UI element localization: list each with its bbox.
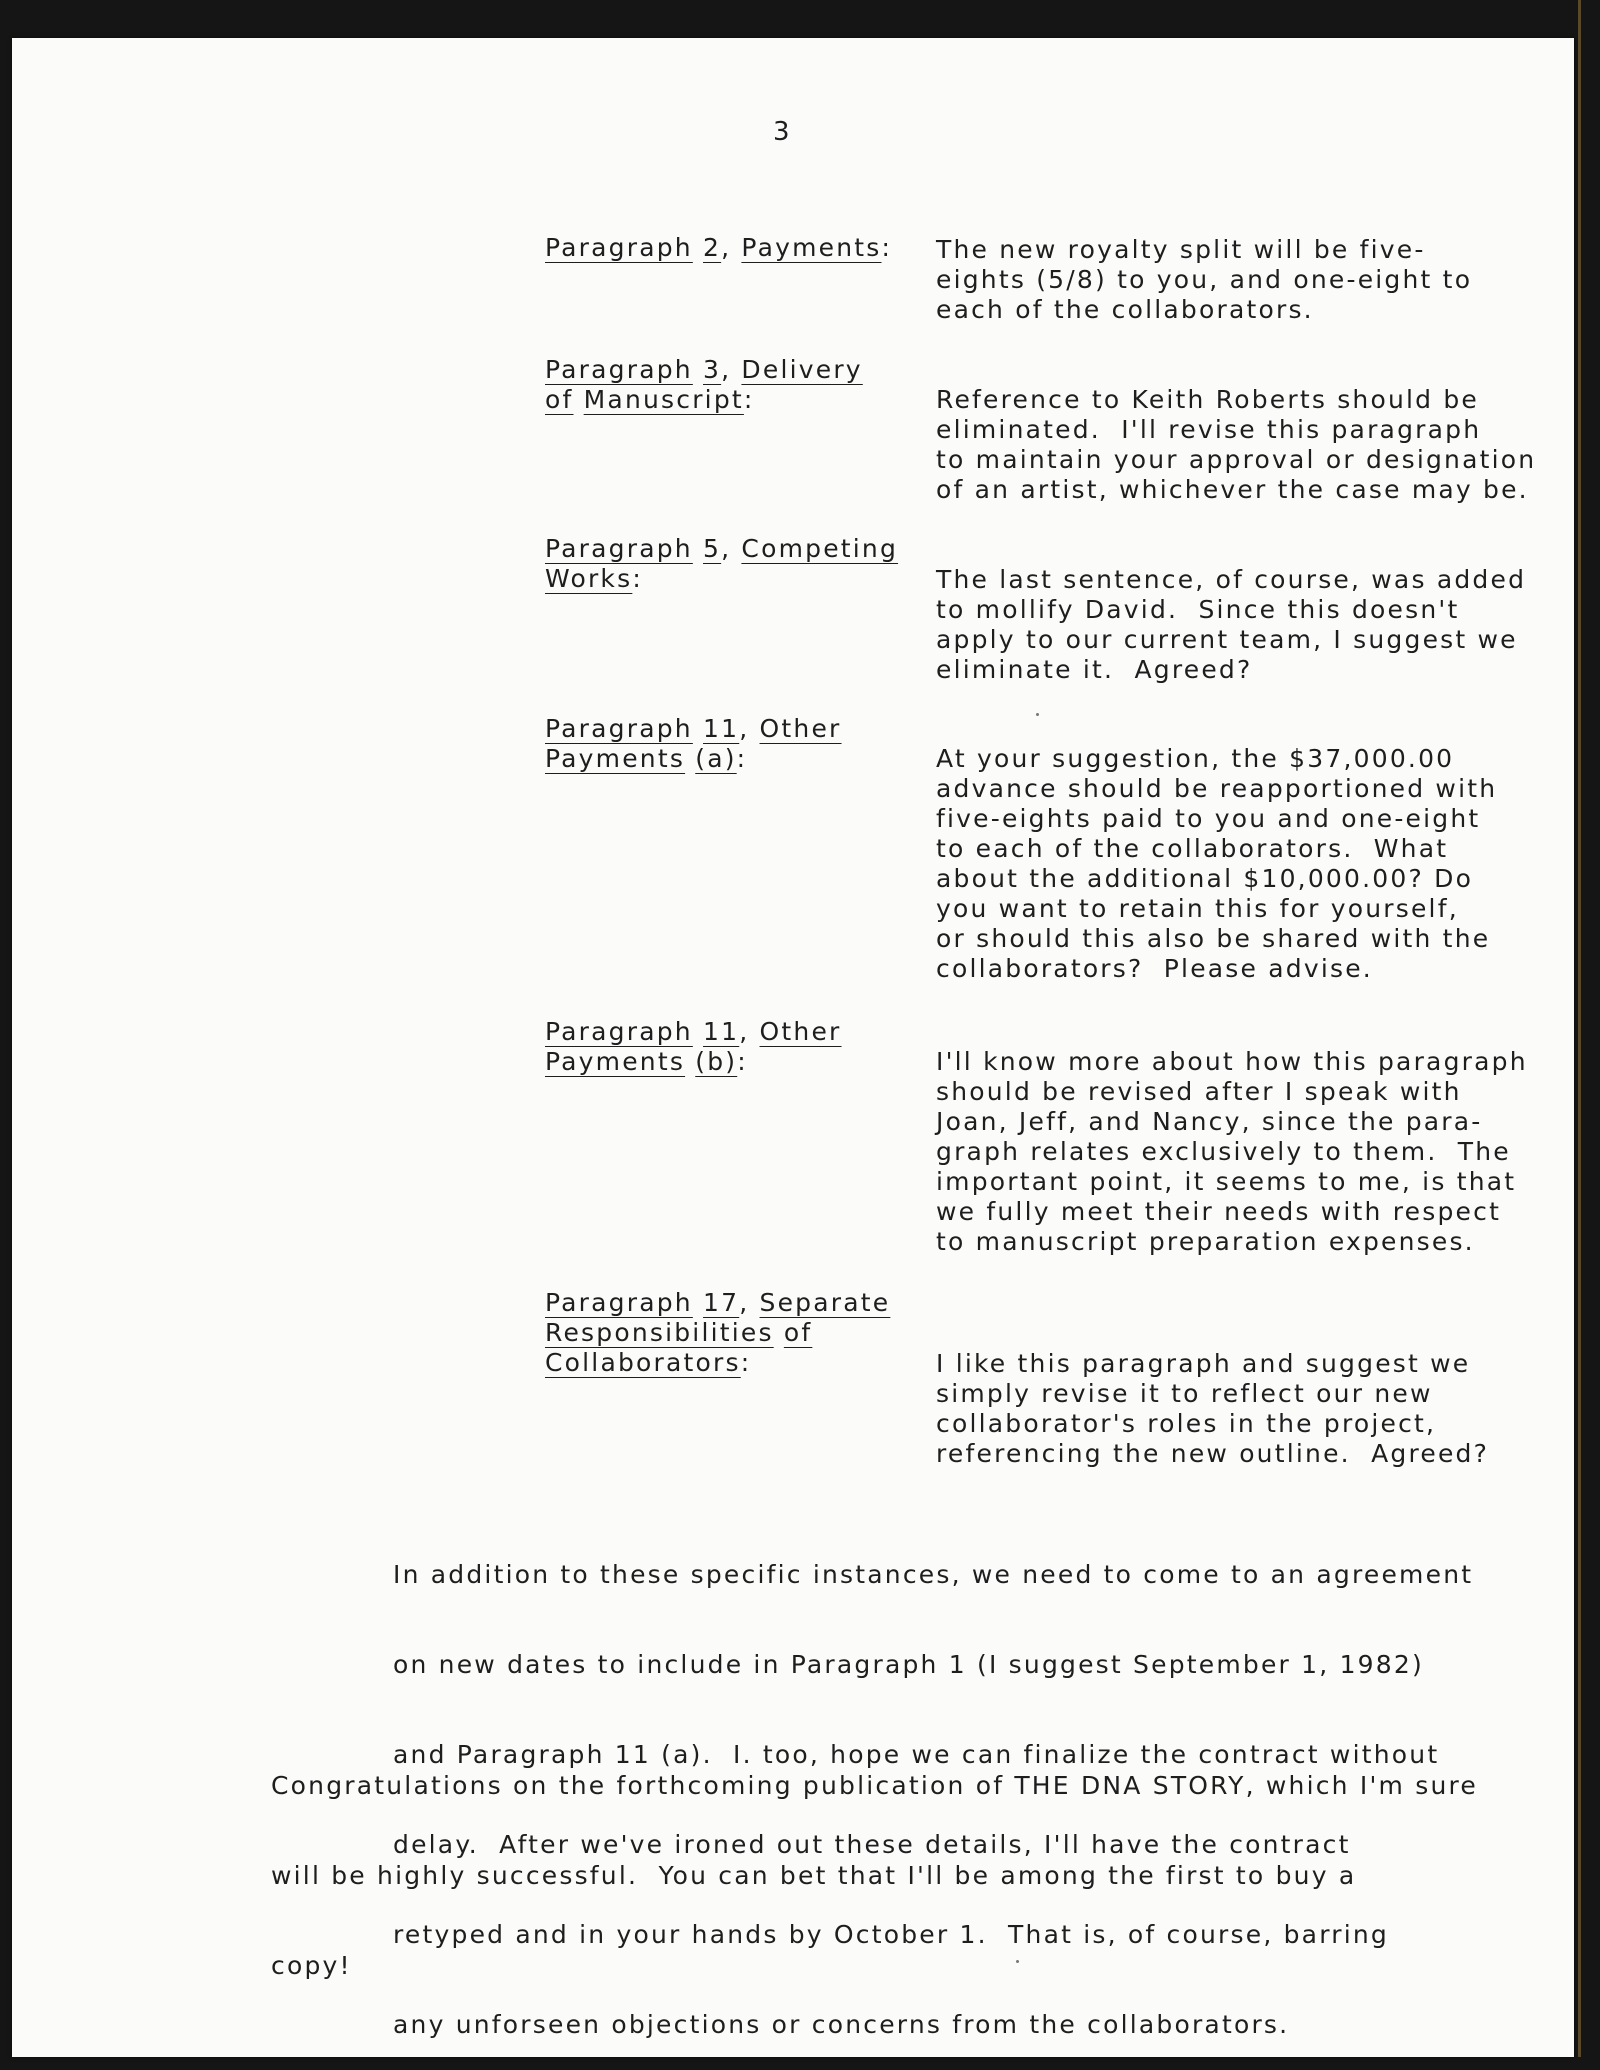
- underlined-term: of: [783, 1318, 813, 1347]
- section-text-line: The new royalty split will be five-: [936, 235, 1426, 264]
- section-text-line: collaborators? Please advise.: [936, 954, 1373, 983]
- label-punctuation: ,: [721, 233, 742, 262]
- section-label-line: [545, 1318, 890, 1348]
- label-punctuation: ,: [721, 355, 742, 384]
- section-text-line: about the additional $10,000.00? Do: [936, 864, 1474, 893]
- underlined-term: 2: [703, 233, 722, 262]
- section-text-line: advance should be reapportioned with: [936, 774, 1498, 803]
- label-punctuation: ,: [739, 714, 760, 743]
- section-label-line: [545, 1017, 842, 1047]
- section-text-line: referencing the new outline. Agreed?: [936, 1439, 1490, 1468]
- underlined-term: Payments: [741, 233, 882, 262]
- section-text-line: to mollify David. Since this doesn't: [936, 595, 1460, 624]
- label-punctuation: [685, 1047, 695, 1076]
- underlined-term: Payments: [545, 744, 686, 773]
- label-punctuation: [693, 714, 703, 743]
- section-text-line: of an artist, whichever the case may be.: [936, 475, 1529, 504]
- underlined-term: Separate: [759, 1288, 891, 1317]
- section-text: [936, 744, 1497, 984]
- closing-line-6: any unforseen objections or concerns from the collaborators.: [393, 2010, 1290, 2039]
- underlined-term: 11: [703, 714, 740, 743]
- section-text-line: apply to our current team, I suggest we: [936, 625, 1518, 654]
- underlined-term: 3: [703, 355, 722, 384]
- section-text-line: The last sentence, of course, was added: [936, 565, 1527, 594]
- final-paragraph: [271, 1711, 1478, 2011]
- paper-speck: [1036, 713, 1039, 716]
- label-punctuation: ,: [739, 1017, 760, 1046]
- underlined-term: (a): [695, 744, 737, 773]
- closing-line-5: retyped and in your hands by October 1. That is, of course, barring: [393, 1920, 1389, 1949]
- page-edge: [1578, 0, 1581, 2057]
- underlined-term: Paragraph: [545, 1017, 693, 1046]
- section-label: [545, 355, 863, 415]
- section-label: [545, 1017, 842, 1077]
- section-text-line: to manuscript preparation expenses.: [936, 1227, 1475, 1256]
- final-line-2: will be highly successful. You can bet that I'll be among the first to buy a: [271, 1861, 1357, 1890]
- section-text-line: At your suggestion, the $37,000.00: [936, 744, 1455, 773]
- label-punctuation: [693, 355, 703, 384]
- section-text-line: eliminated. I'll revise this paragraph: [936, 415, 1482, 444]
- label-punctuation: :: [736, 744, 748, 773]
- section-text-line: five-eights paid to you and one-eight: [936, 804, 1481, 833]
- section-text-line: or should this also be shared with the: [936, 924, 1491, 953]
- underlined-term: Paragraph: [545, 714, 693, 743]
- section-label-line: [545, 1288, 890, 1318]
- section-label: [545, 1288, 890, 1378]
- underlined-term: Collaborators: [545, 1348, 741, 1377]
- section-label: [545, 534, 898, 594]
- section-text-line: I'll know more about how this paragraph: [936, 1047, 1528, 1076]
- underlined-term: Paragraph: [545, 233, 693, 262]
- section-text-line: to maintain your approval or designation: [936, 445, 1537, 474]
- label-punctuation: [693, 534, 703, 563]
- label-punctuation: :: [632, 564, 643, 593]
- underlined-term: Responsibilities: [545, 1318, 774, 1347]
- label-punctuation: [693, 1017, 703, 1046]
- section-text: [936, 565, 1526, 685]
- label-punctuation: [685, 744, 695, 773]
- section-text-line: I like this paragraph and suggest we: [936, 1349, 1471, 1378]
- final-line-1: Congratulations on the forthcoming publication of THE DNA STORY, which I'm sure: [271, 1771, 1479, 1800]
- section-text-line: each of the collaborators.: [936, 295, 1314, 324]
- underlined-term: (b): [695, 1047, 738, 1076]
- label-punctuation: :: [881, 233, 893, 262]
- closing-line-1: In addition to these specific instances, we need to come to an agreement: [393, 1560, 1474, 1589]
- final-line-3: copy!: [271, 1951, 352, 1980]
- label-punctuation: :: [740, 1348, 752, 1377]
- section-label: [545, 233, 892, 263]
- underlined-term: Paragraph: [545, 1288, 693, 1317]
- section-text-line: graph relates exclusively to them. The: [936, 1137, 1511, 1166]
- page-number: 3: [773, 117, 792, 147]
- section-text-line: eliminate it. Agreed?: [936, 655, 1253, 684]
- section-text: [936, 1047, 1528, 1257]
- section-text-line: we fully meet their needs with respect: [936, 1197, 1502, 1226]
- underlined-term: 5: [703, 534, 722, 563]
- closing-line-3: and Paragraph 11 (a). I. too, hope we can finalize the contract without: [393, 1740, 1440, 1769]
- section-text: [936, 235, 1472, 325]
- label-punctuation: :: [737, 1047, 748, 1076]
- section-text-line: simply revise it to reflect our new: [936, 1379, 1433, 1408]
- label-punctuation: ,: [721, 534, 742, 563]
- section-label-line: [545, 233, 892, 263]
- section-label-line: [545, 564, 898, 594]
- underlined-term: 17: [703, 1288, 740, 1317]
- section-label-line: [545, 385, 863, 415]
- section-text: [936, 385, 1536, 505]
- underlined-term: Other: [759, 1017, 842, 1046]
- underlined-term: Works: [545, 564, 633, 593]
- underlined-term: Payments: [545, 1047, 686, 1076]
- section-label-line: [545, 714, 842, 744]
- section-text-line: Joan, Jeff, and Nancy, since the para-: [936, 1107, 1483, 1136]
- section-label-line: [545, 355, 863, 385]
- label-punctuation: ,: [739, 1288, 760, 1317]
- underlined-term: Delivery: [741, 355, 863, 384]
- underlined-term: Paragraph: [545, 355, 693, 384]
- underlined-term: 11: [703, 1017, 740, 1046]
- underlined-term: Manuscript: [583, 385, 744, 414]
- section-text: [936, 1349, 1489, 1469]
- section-text-line: Reference to Keith Roberts should be: [936, 385, 1480, 414]
- label-punctuation: [693, 1288, 703, 1317]
- section-label-line: [545, 1348, 890, 1378]
- underlined-term: Other: [759, 714, 842, 743]
- section-text-line: important point, it seems to me, is that: [936, 1167, 1517, 1196]
- underlined-term: Competing: [741, 534, 899, 563]
- label-punctuation: :: [743, 385, 755, 414]
- closing-line-4: delay. After we've ironed out these details, I'll have the contract: [393, 1830, 1351, 1859]
- section-text-line: should be revised after I speak with: [936, 1077, 1462, 1106]
- label-punctuation: [574, 385, 584, 414]
- section-text-line: collaborator's roles in the project,: [936, 1409, 1437, 1438]
- section-text-line: you want to retain this for yourself,: [936, 894, 1459, 923]
- section-text-line: to each of the collaborators. What: [936, 834, 1449, 863]
- section-label: [545, 714, 842, 774]
- underlined-term: of: [545, 385, 574, 414]
- section-label-line: [545, 534, 898, 564]
- closing-line-2: on new dates to include in Paragraph 1 (I suggest September 1, 1982): [393, 1650, 1424, 1679]
- section-text-line: eights (5/8) to you, and one-eight to: [936, 265, 1473, 294]
- section-label-line: [545, 744, 842, 774]
- section-label-line: [545, 1047, 842, 1077]
- label-punctuation: [774, 1318, 784, 1347]
- label-punctuation: [693, 233, 703, 262]
- underlined-term: Paragraph: [545, 534, 693, 563]
- paper-speck: [1016, 1960, 1019, 1963]
